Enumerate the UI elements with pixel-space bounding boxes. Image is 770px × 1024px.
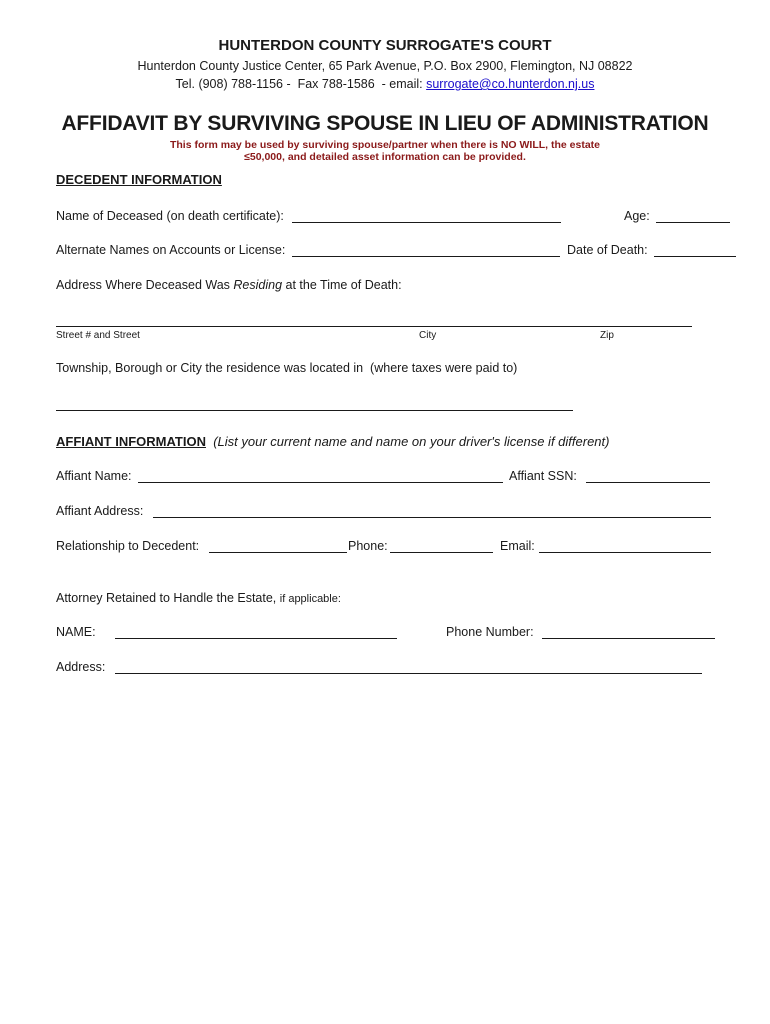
attorney-phone-field[interactable] [542,638,715,639]
age-label: Age: [624,209,650,223]
deceased-name-field[interactable] [292,222,561,223]
attorney-name-label: NAME: [56,625,96,639]
residence-label-part1: Address Where Deceased Was [56,278,234,292]
affiant-section-heading: AFFIANT INFORMATION [56,434,206,449]
date-of-death-field[interactable] [654,256,736,257]
affiant-phone-field[interactable] [390,552,493,553]
residence-label-emphasis: Residing [233,278,283,292]
alternate-names-field[interactable] [292,256,560,257]
zip-caption: Zip [600,330,614,341]
decedent-section-heading: DECEDENT INFORMATION [56,172,222,187]
relationship-label: Relationship to Decedent: [56,539,200,553]
affiant-phone-label: Phone: [348,539,388,553]
affiant-section-heading-row [56,433,609,451]
affiant-email-field[interactable] [539,552,711,553]
court-contact [0,77,770,91]
affiant-name-label: Affiant Name: [56,469,132,483]
affiant-name-field[interactable] [138,482,503,483]
affiant-ssn-field[interactable] [586,482,710,483]
court-name: HUNTERDON COUNTY SURROGATE'S COURT [218,37,552,54]
form-eligibility-note-line2: ≤50,000, and detailed asset information can be provided. [244,151,526,163]
attorney-heading-row [56,591,341,605]
affiant-address-field[interactable] [153,517,711,518]
affiant-ssn-label: Affiant SSN: [509,469,577,483]
residence-label-part2: at the Time of Death: [282,278,402,292]
attorney-address-field[interactable] [115,673,702,674]
affiant-email-label: Email: [500,539,535,553]
court-address: Hunterdon County Justice Center, 65 Park Avenue, P.O. Box 2900, Flemington, NJ 08822 [137,59,633,73]
age-field[interactable] [656,222,730,223]
form-title: AFFIDAVIT BY SURVIVING SPOUSE IN LIEU OF ADMINISTRATION [61,112,709,135]
form-eligibility-note-line1: This form may be used by surviving spouse/partner when there is NO WILL, the estate [169,139,600,151]
court-email-link[interactable]: surrogate@co.hunterdon.nj.us [426,77,595,91]
deceased-name-label: Name of Deceased (on death certificate): [56,209,284,223]
township-label: Township, Borough or City the residence was located in (where taxes were paid to) [56,361,518,375]
street-caption: Street # and Street [56,330,140,341]
attorney-heading: Attorney Retained to Handle the Estate, [56,591,277,605]
residence-address-field[interactable] [56,326,692,327]
alternate-names-label: Alternate Names on Accounts or License: [56,243,286,257]
court-phone-fax: Tel. (908) 788-1156 - Fax 788-1586 - email: [175,77,427,91]
residence-address-label [56,278,402,292]
attorney-phone-label: Phone Number: [446,625,534,639]
attorney-address-label: Address: [56,660,106,674]
city-caption: City [419,330,437,341]
date-of-death-label: Date of Death: [567,243,648,257]
affiant-heading-note: (List your current name and name on your driver's license if different) [213,434,610,449]
relationship-field[interactable] [209,552,347,553]
affiant-address-label: Affiant Address: [56,504,144,518]
attorney-name-field[interactable] [115,638,397,639]
township-field[interactable] [56,410,573,411]
attorney-heading-note: if applicable: [279,593,341,605]
